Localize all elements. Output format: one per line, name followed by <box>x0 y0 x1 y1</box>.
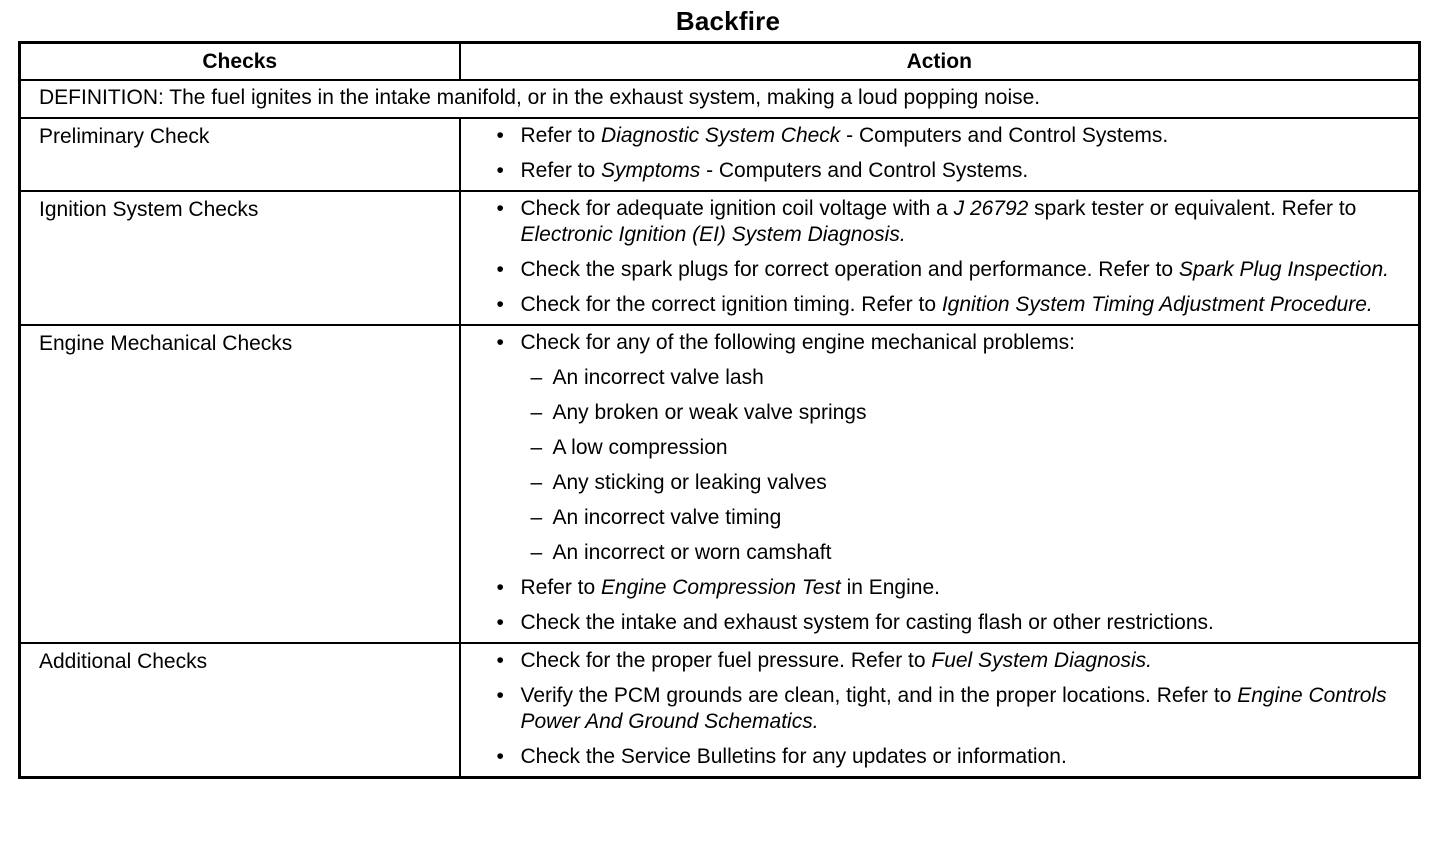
check-rows <box>20 118 1420 778</box>
action-text: in Engine. <box>840 576 940 599</box>
action-list <box>497 648 1411 770</box>
action-item <box>497 330 1411 566</box>
sub-item <box>521 365 1411 391</box>
check-name: Preliminary Check <box>20 118 460 191</box>
dash-icon: – <box>530 541 543 564</box>
action-text: - Computers and Control Systems. <box>840 124 1169 147</box>
action-reference: Fuel System Diagnosis. <box>931 649 1152 672</box>
diagnostic-table <box>18 41 1421 779</box>
bullet-icon: • <box>496 331 504 354</box>
dash-icon: – <box>530 471 543 494</box>
action-cell <box>460 325 1420 643</box>
header-checks: Checks <box>20 43 460 81</box>
sub-item <box>521 435 1411 461</box>
sub-item <box>521 400 1411 426</box>
check-name: Engine Mechanical Checks <box>20 325 460 643</box>
bullet-icon: • <box>496 159 504 182</box>
dash-icon: – <box>530 401 543 424</box>
action-text: Check for adequate ignition coil voltage with a <box>520 197 954 220</box>
header-action: Action <box>460 43 1420 81</box>
definition-text: DEFINITION: The fuel ignites in the intake manifold, or in the exhaust system, making a loud popping noise. <box>20 80 1420 118</box>
action-text: Check for the correct ignition timing. Refer to <box>520 293 942 316</box>
action-text: Refer to <box>520 159 602 182</box>
sub-item <box>521 470 1411 496</box>
action-list <box>497 330 1411 636</box>
bullet-icon: • <box>496 293 504 316</box>
action-text: Check the Service Bulletins for any updates or information. <box>520 745 1067 768</box>
action-cell <box>460 118 1420 191</box>
dash-icon: – <box>530 366 543 389</box>
dash-icon: – <box>530 506 543 529</box>
action-item <box>497 683 1411 735</box>
bullet-icon: • <box>496 258 504 281</box>
action-reference: Engine Compression Test <box>601 576 841 599</box>
action-item <box>497 610 1411 636</box>
bullet-icon: • <box>496 745 504 768</box>
document-title: Backfire <box>675 6 781 36</box>
sub-item-text: An incorrect valve lash <box>552 366 764 389</box>
table-row <box>20 118 1420 191</box>
definition-row <box>20 80 1420 118</box>
bullet-icon: • <box>496 197 504 220</box>
dash-icon: – <box>530 436 543 459</box>
action-reference: J 26792 <box>953 197 1029 220</box>
bullet-icon: • <box>496 684 504 707</box>
action-item <box>497 123 1411 149</box>
action-text: Verify the PCM grounds are clean, tight, and in the proper locations. Refer to <box>520 684 1238 707</box>
action-item <box>497 257 1411 283</box>
action-reference: Ignition System Timing Adjustment Procedure. <box>941 293 1373 316</box>
action-item <box>497 744 1411 770</box>
check-name: Ignition System Checks <box>20 191 460 325</box>
action-reference: Spark Plug Inspection. <box>1178 258 1389 281</box>
bullet-icon: • <box>496 649 504 672</box>
sub-item-text: Any sticking or leaking valves <box>552 471 827 494</box>
header-row <box>20 43 1420 81</box>
action-cell <box>460 191 1420 325</box>
action-reference: Electronic Ignition (EI) System Diagnosis. <box>520 223 906 246</box>
action-text: - Computers and Control Systems. <box>700 159 1029 182</box>
table-row <box>20 325 1420 643</box>
action-item <box>497 158 1411 184</box>
action-reference: Engine Controls Power And Ground Schematics. <box>520 684 1387 733</box>
action-reference: Symptoms <box>601 159 701 182</box>
action-text: Check the spark plugs for correct operation and performance. Refer to <box>520 258 1179 281</box>
sub-item-text: Any broken or weak valve springs <box>552 401 867 424</box>
bullet-icon: • <box>496 124 504 147</box>
action-text: Refer to <box>520 124 602 147</box>
bullet-icon: • <box>496 611 504 634</box>
sub-item-text: An incorrect or worn camshaft <box>552 541 832 564</box>
action-item <box>497 648 1411 674</box>
sub-item <box>521 505 1411 531</box>
action-text: Refer to <box>520 576 602 599</box>
action-cell <box>460 643 1420 778</box>
sub-item-text: A low compression <box>552 436 728 459</box>
table-row <box>20 643 1420 778</box>
check-name: Additional Checks <box>20 643 460 778</box>
action-text: Check for any of the following engine mechanical problems: <box>520 331 1075 354</box>
action-list <box>497 196 1411 318</box>
action-text: spark tester or equivalent. Refer to <box>1028 197 1357 220</box>
action-item <box>497 196 1411 248</box>
action-item <box>497 292 1411 318</box>
sub-item-text: An incorrect valve timing <box>552 506 782 529</box>
action-reference: Diagnostic System Check <box>601 124 841 147</box>
action-text: Check for the proper fuel pressure. Refer to <box>520 649 932 672</box>
table-row <box>20 191 1420 325</box>
action-list <box>497 123 1411 184</box>
action-text: Check the intake and exhaust system for casting flash or other restrictions. <box>520 611 1214 634</box>
sub-item <box>521 540 1411 566</box>
sub-list <box>521 365 1411 566</box>
bullet-icon: • <box>496 576 504 599</box>
action-item <box>497 575 1411 601</box>
